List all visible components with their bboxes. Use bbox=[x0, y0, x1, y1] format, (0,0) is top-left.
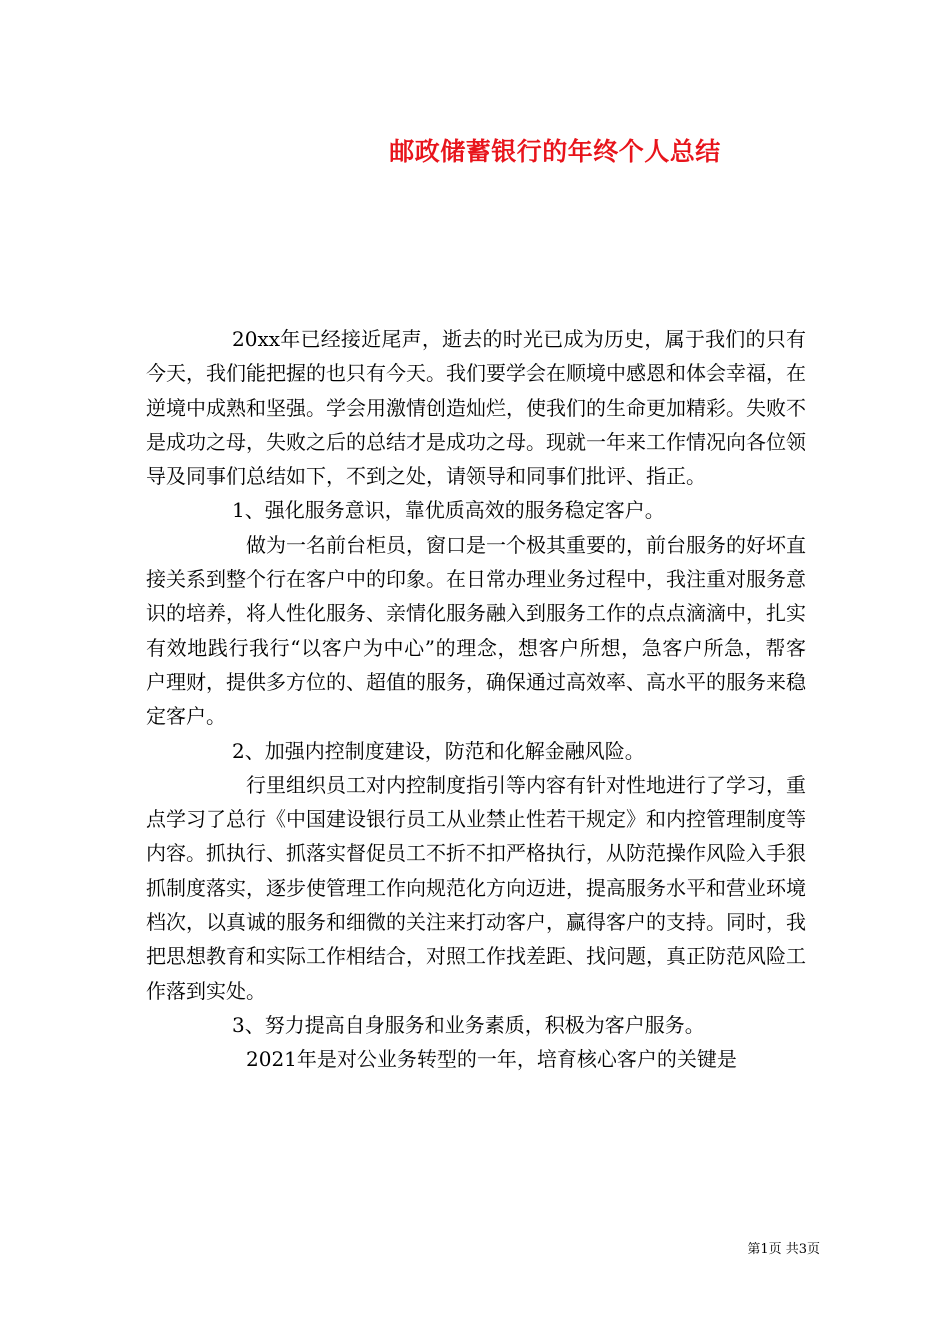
document-body bbox=[146, 322, 806, 1077]
section-heading-3: 3、努力提高自身服务和业务素质，积极为客户服务。 bbox=[232, 1012, 705, 1037]
paragraph-section-2: 行里组织员工对内控制度指引等内容有针对性地进行了学习，重点学习了总行《中国建设银行员工从业禁止性若干规定》和内控管理制度等内容。抓执行、抓落实督促员工不折不扣严格执行，从防范操作风险入手狠抓制度落实，逐步使管理工作向规范化方向迈进，提高服务水平和营业环境档次，以真诚的服务和细微的关注来打动客户，赢得客户的支持。同时，我把思想教育和实际工作相结合，对照工作找差距、找问题，真正防范风险工作落到实处。 bbox=[146, 772, 806, 1003]
paragraph-intro: 20xx年已经接近尾声，逝去的时光已成为历史，属于我们的只有今天，我们能把握的也只有今天。我们要学会在顺境中感恩和体会幸福，在逆境中成熟和坚强。学会用激情创造灿烂，使我们的生命更加精彩。失败不是成功之母，失败之后的总结才是成功之母。现就一年来工作情况向各位领导及同事们总结如下，不到之处，请领导和同事们批评、指正。 bbox=[146, 327, 806, 489]
page-number: 第1页 共3页 bbox=[747, 1242, 820, 1257]
document-title: 邮政储蓄银行的年终个人总结 bbox=[389, 137, 721, 166]
section-heading-2: 2、加强内控制度建设，防范和化解金融风险。 bbox=[232, 738, 645, 763]
paragraph-section-3: 2021年是对公业务转型的一年，培育核心客户的关键是 bbox=[246, 1047, 737, 1072]
paragraph-section-1: 做为一名前台柜员，窗口是一个极其重要的，前台服务的好坏直接关系到整个行在客户中的印象。在日常办理业务过程中，我注重对服务意识的培养，将人性化服务、亲情化服务融入到服务工作的点点滴滴中，扎实有效地践行我行“以客户为中心”的理念，想客户所想，急客户所急，帮客户理财，提供多方位的、超值的服务，确保通过高效率、高水平的服务来稳定客户。 bbox=[146, 532, 806, 729]
section-heading-1: 1、强化服务意识，靠优质高效的服务稳定客户。 bbox=[232, 498, 665, 523]
